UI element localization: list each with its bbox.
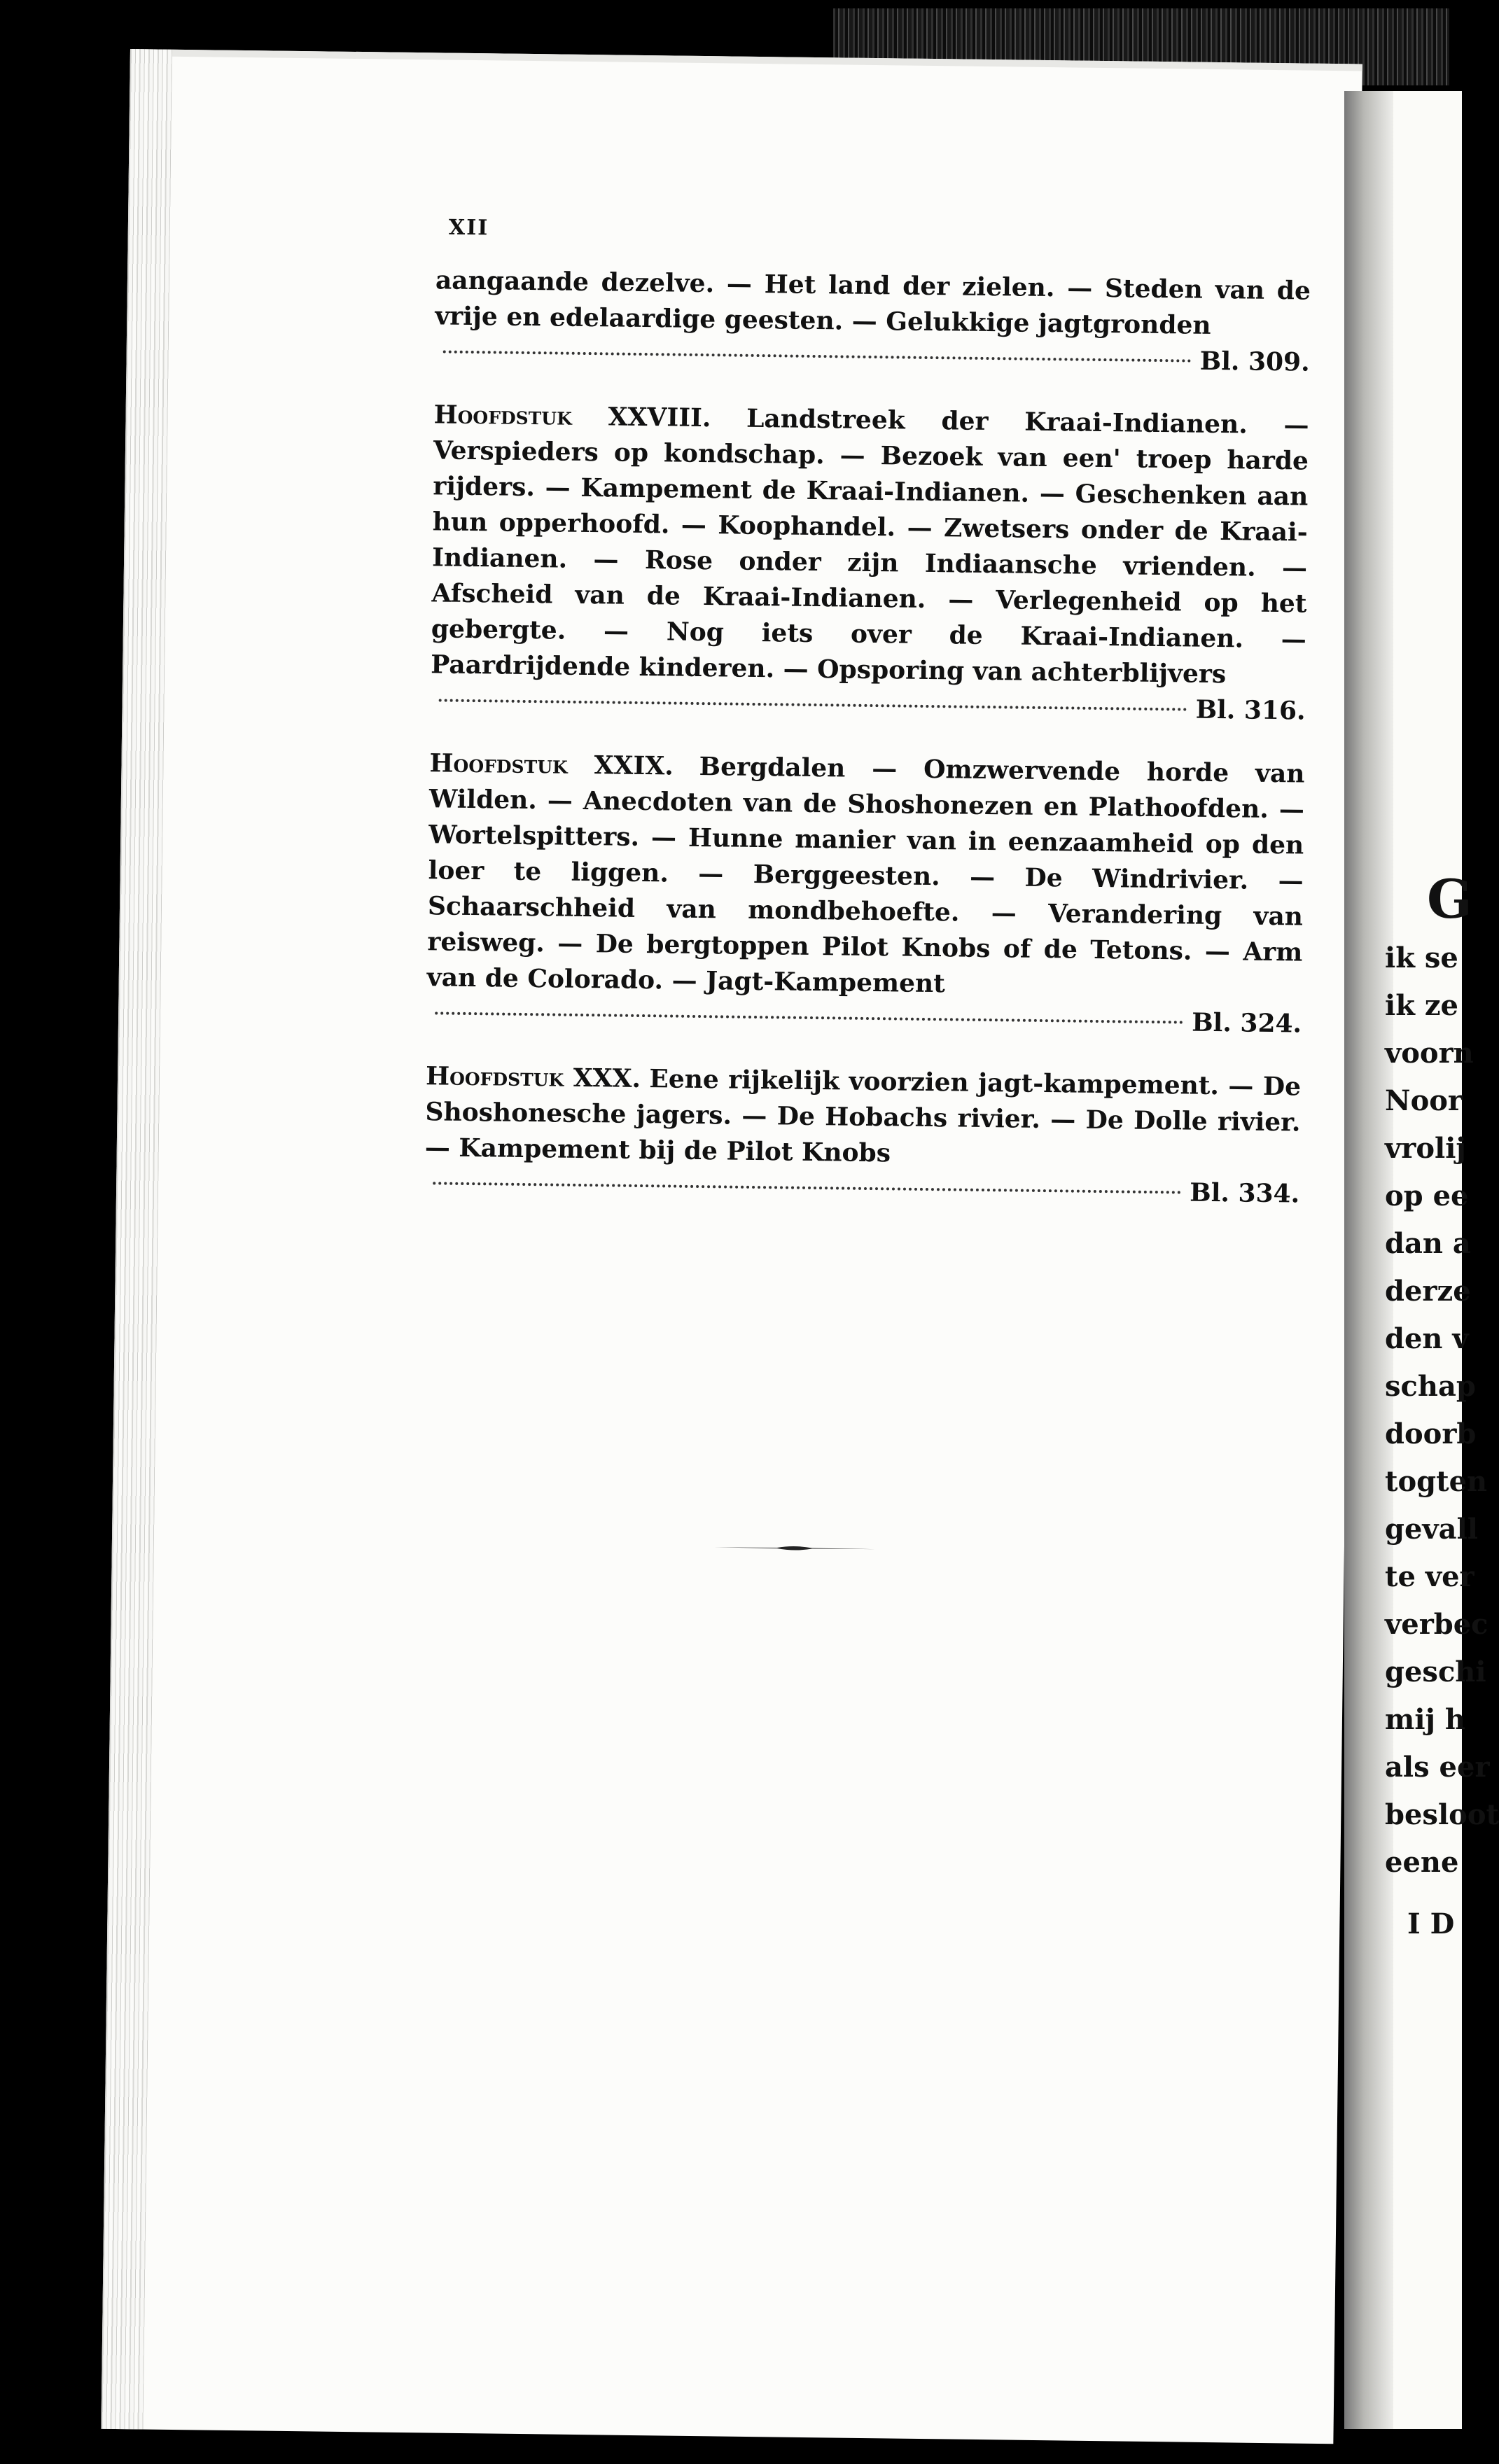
right-page-line: dan a bbox=[1385, 1227, 1471, 1260]
table-of-contents bbox=[424, 262, 1311, 1239]
right-page-line: ik se bbox=[1385, 941, 1458, 974]
chapter-heading-fragment: G bbox=[1427, 868, 1472, 930]
toc-entry-continuation bbox=[434, 262, 1311, 379]
right-page-line: schap bbox=[1385, 1370, 1476, 1403]
right-page-line: voorn bbox=[1385, 1037, 1474, 1070]
dot-leader bbox=[443, 350, 1192, 362]
toc-entry-chapter-29 bbox=[426, 746, 1305, 1041]
right-page-line: mij h bbox=[1385, 1703, 1465, 1736]
chapter-label: Hoofdstuk XXIX. bbox=[429, 748, 674, 781]
right-page-line: verbec bbox=[1385, 1608, 1488, 1641]
toc-entry-leader bbox=[426, 995, 1302, 1041]
toc-entry-chapter-28 bbox=[430, 397, 1309, 728]
right-page-line: Noor bbox=[1385, 1084, 1463, 1117]
toc-entry-chapter-30 bbox=[424, 1058, 1301, 1211]
right-page-line: ik ze bbox=[1385, 989, 1458, 1022]
gutter-shadow bbox=[1344, 91, 1393, 2429]
toc-page-ref: Bl. 324. bbox=[1192, 1007, 1302, 1039]
right-page-line: eene bbox=[1385, 1846, 1459, 1879]
right-page-line: geschi bbox=[1385, 1656, 1486, 1688]
dot-leader bbox=[433, 1182, 1181, 1194]
toc-entry-text: Eene rijkelijk voorzien jagt-kampement. — De Shoshonesche jagers. — De Hobachs rivier. — De Dolle rivier. — Kampement bij de Pilot Knobs bbox=[424, 1064, 1302, 1168]
toc-entry-text: aangaande dezelve. — Het land der zielen. — Steden van de vrije en edelaardige geesten. — Gelukkige jagtgronden bbox=[435, 265, 1311, 340]
right-page-line: op ee bbox=[1385, 1180, 1469, 1212]
right-page-line: derze bbox=[1385, 1275, 1471, 1308]
right-page bbox=[1344, 91, 1499, 2429]
right-page-line: doorb bbox=[1385, 1418, 1477, 1450]
toc-page-ref: Bl. 316. bbox=[1195, 694, 1306, 726]
right-page-line: den v bbox=[1385, 1322, 1469, 1355]
toc-entry-leader bbox=[430, 682, 1306, 728]
dot-leader bbox=[435, 1011, 1183, 1023]
right-page-line: besloot bbox=[1385, 1798, 1499, 1831]
toc-entry-leader bbox=[434, 334, 1310, 379]
dot-leader bbox=[439, 699, 1187, 710]
right-page-line: togten bbox=[1385, 1465, 1488, 1498]
toc-page-ref: Bl. 334. bbox=[1190, 1177, 1300, 1209]
toc-entry-text: Landstreek der Kraai-Indianen. — Verspieders op kondschap. — Bezoek van een' troep harde rijders. — Kampement de Kraai-Indianen. — Geschenken aan hun opperhoofd. — Koophandel. — Zwetsers onder de Kraai-Indianen. — Rose onder zijn Indiaansche vrienden. — Afscheid van de Kraai-Indianen. — Verlegenheid op het gebergte. — Nog iets over de Kraai-Indianen. — Paardrijdende kinderen. — Opsporing van achterblijvers bbox=[431, 403, 1309, 690]
end-ornament bbox=[714, 1544, 875, 1553]
toc-entry-leader bbox=[424, 1166, 1300, 1211]
chapter-label: Hoofdstuk XXX. bbox=[425, 1061, 641, 1094]
right-page-line: I D bbox=[1407, 1907, 1455, 1940]
right-page-line: gevall bbox=[1385, 1513, 1478, 1546]
toc-page-ref: Bl. 309. bbox=[1199, 346, 1310, 377]
right-page-line: te ver bbox=[1385, 1560, 1474, 1593]
right-page-line: vrolij bbox=[1385, 1132, 1466, 1165]
chapter-label: Hoofdstuk XXVIII. bbox=[433, 400, 711, 433]
left-page bbox=[101, 49, 1362, 2444]
right-page-line: als eer bbox=[1385, 1751, 1490, 1784]
toc-entry-text: Bergdalen — Omzwervende horde van Wilden. — Anecdoten van de Shoshonezen en Plathoofden. — Wortelspitters. — Hunne manier van in eenzaamheid op den loer te liggen. — Berggeesten. — De Windrivier. — Schaarschheid van mondbehoefte. — Verandering van reisweg. — De bergtoppen Pilot Knobs of de Tetons. — Arm van de Colorado. — Jagt-Kampement bbox=[426, 752, 1305, 999]
page-number: XII bbox=[448, 215, 489, 241]
